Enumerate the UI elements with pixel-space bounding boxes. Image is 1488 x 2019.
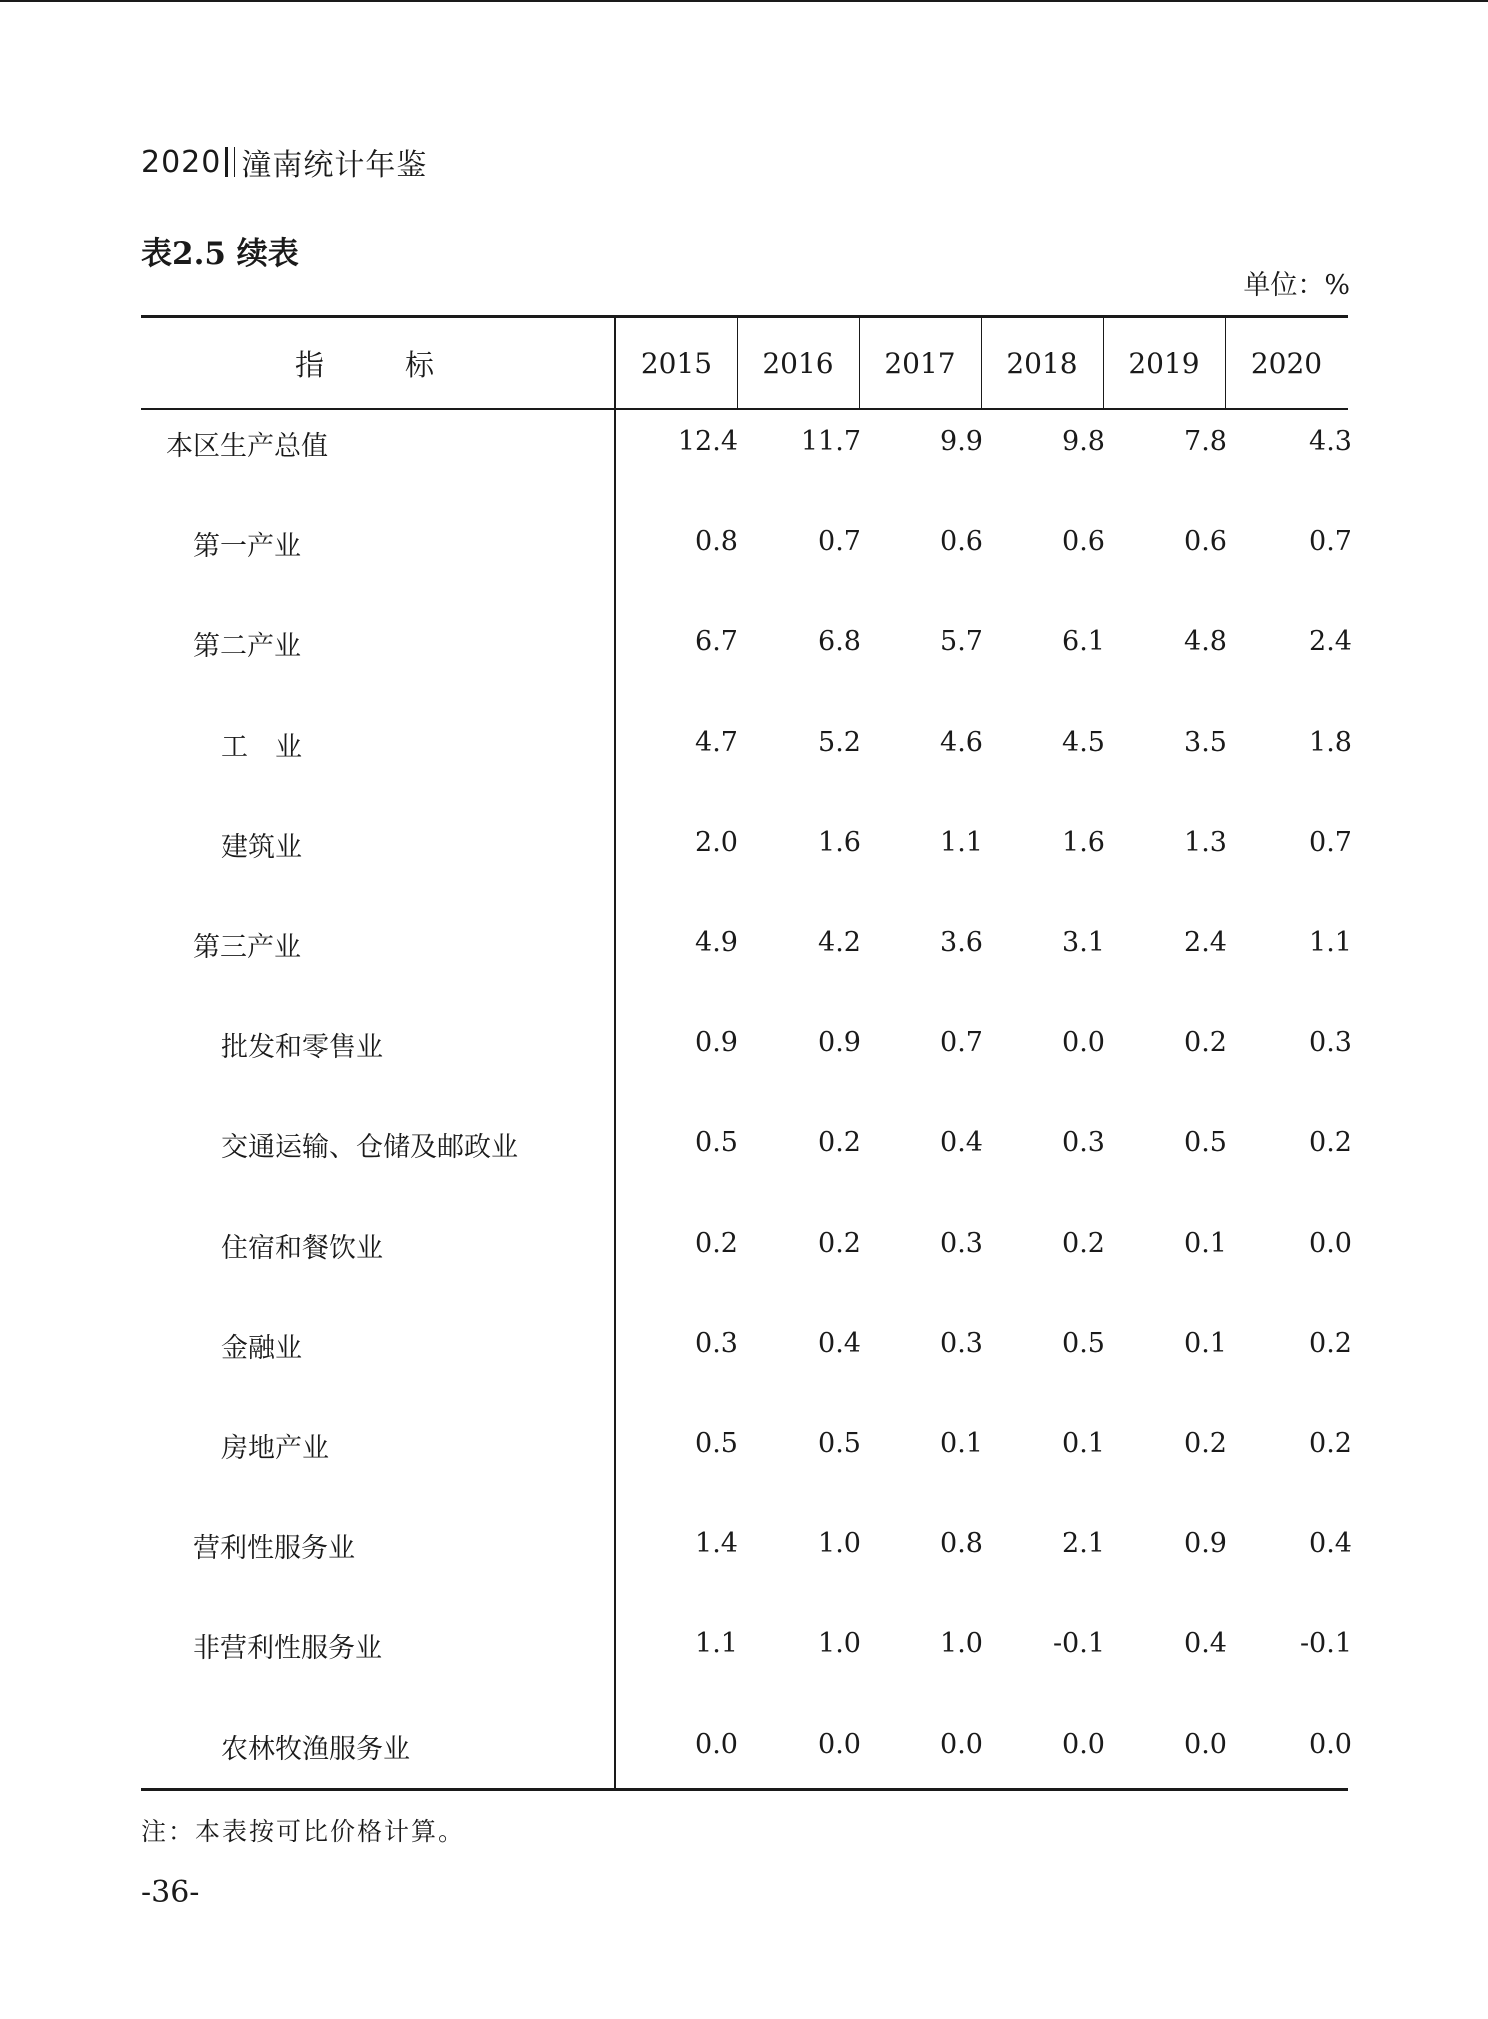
table-cell: 6.1 [1062, 626, 1105, 657]
row-label: 第一产业 [193, 531, 301, 562]
table-cell: 4.8 [1184, 626, 1227, 657]
header-column-separator [737, 318, 738, 408]
table-cell: 0.2 [818, 1127, 861, 1158]
table-cell: -0.1 [1299, 1628, 1352, 1659]
table-cell: 0.9 [818, 1027, 861, 1058]
row-label: 营利性服务业 [193, 1533, 355, 1564]
table-cell: 0.3 [695, 1328, 738, 1359]
table-cell: 1.8 [1309, 727, 1352, 758]
unit-label: 单位：% [1243, 270, 1350, 301]
row-label: 住宿和餐饮业 [221, 1233, 383, 1264]
table-cell: 1.0 [818, 1528, 861, 1559]
header-column-separator [1225, 318, 1226, 408]
table-note: 注：本表按可比价格计算。 [141, 1817, 466, 1846]
row-label: 金融业 [221, 1333, 302, 1364]
row-label: 工 业 [221, 732, 302, 763]
table-cell: 0.5 [695, 1428, 738, 1459]
table-cell: 0.0 [940, 1729, 983, 1760]
table-cell: 0.2 [1184, 1027, 1227, 1058]
table-cell: 0.8 [695, 526, 738, 557]
table-cell: 0.9 [1184, 1528, 1227, 1559]
table-cell: 0.0 [1062, 1729, 1105, 1760]
top-border [0, 0, 1488, 2]
table-cell: 0.4 [1184, 1628, 1227, 1659]
table-cell: 0.0 [695, 1729, 738, 1760]
table-cell: 0.1 [1184, 1328, 1227, 1359]
table-cell: 0.4 [940, 1127, 983, 1158]
row-label: 第三产业 [193, 932, 301, 963]
table-cell: 0.2 [1309, 1428, 1352, 1459]
table-cell: 1.1 [1309, 927, 1352, 958]
table-cell: 0.4 [1309, 1528, 1352, 1559]
table-cell: 0.7 [1309, 526, 1352, 557]
year-header-2018: 2018 [1006, 346, 1078, 380]
table-cell: 0.6 [940, 526, 983, 557]
header-column-separator [981, 318, 982, 408]
row-label: 交通运输、仓储及邮政业 [221, 1132, 518, 1163]
table-cell: 6.8 [818, 626, 861, 657]
row-label: 建筑业 [221, 832, 302, 863]
table-cell: 0.5 [1184, 1127, 1227, 1158]
table-cell: 4.2 [818, 927, 861, 958]
table-cell: 1.1 [695, 1628, 738, 1659]
table-title: 表2.5 续表 [141, 236, 299, 272]
table-cell: 0.5 [1062, 1328, 1105, 1359]
header-column-separator [1103, 318, 1104, 408]
year-header-2016: 2016 [762, 346, 834, 380]
table-cell: 4.5 [1062, 727, 1105, 758]
table-cell: 1.6 [818, 827, 861, 858]
table-cell: 4.3 [1309, 426, 1352, 457]
year-header-2019: 2019 [1128, 346, 1200, 380]
table-cell: 0.7 [818, 526, 861, 557]
table-cell: 0.7 [1309, 827, 1352, 858]
table-cell: 5.2 [818, 727, 861, 758]
table-cell: 0.3 [1309, 1027, 1352, 1058]
table-cell: 4.9 [695, 927, 738, 958]
table-bottom-rule [141, 1788, 1348, 1791]
table-cell: -0.1 [1052, 1628, 1105, 1659]
table-cell: 1.0 [818, 1628, 861, 1659]
page-number: -36- [141, 1875, 200, 1910]
table-cell: 3.1 [1062, 927, 1105, 958]
table-cell: 0.6 [1184, 526, 1227, 557]
table-cell: 1.4 [695, 1528, 738, 1559]
year-header-2017: 2017 [884, 346, 956, 380]
table-cell: 2.4 [1309, 626, 1352, 657]
table-cell: 0.2 [695, 1228, 738, 1259]
table-cell: 9.9 [940, 426, 983, 457]
table-cell: 0.9 [695, 1027, 738, 1058]
table-cell: 7.8 [1184, 426, 1227, 457]
year-header-2015: 2015 [640, 346, 713, 380]
table-cell: 0.0 [818, 1729, 861, 1760]
table-cell: 0.5 [818, 1428, 861, 1459]
table-cell: 0.2 [1184, 1428, 1227, 1459]
table-cell: 12.4 [677, 426, 738, 457]
table-cell: 0.7 [940, 1027, 983, 1058]
row-label: 批发和零售业 [221, 1032, 383, 1063]
table-cell: 0.3 [940, 1228, 983, 1259]
table-cell: 0.5 [695, 1127, 738, 1158]
table-cell: 0.2 [1309, 1328, 1352, 1359]
table-cell: 0.4 [818, 1328, 861, 1359]
table-cell: 3.6 [940, 927, 983, 958]
table-cell: 0.2 [818, 1228, 861, 1259]
table-cell: 11.7 [800, 426, 861, 457]
table-cell: 1.1 [940, 827, 983, 858]
table-cell: 0.6 [1062, 526, 1105, 557]
row-label: 本区生产总值 [166, 431, 328, 462]
table-cell: 5.7 [940, 626, 983, 657]
table-cell: 0.2 [1062, 1228, 1105, 1259]
table-cell: 0.3 [940, 1328, 983, 1359]
table-cell: 4.7 [695, 727, 738, 758]
table-cell: 9.8 [1062, 426, 1105, 457]
table-cell: 0.1 [1062, 1428, 1105, 1459]
table-cell: 3.5 [1184, 727, 1227, 758]
row-label: 第二产业 [193, 631, 301, 662]
table-cell: 1.0 [940, 1628, 983, 1659]
table-cell: 0.8 [940, 1528, 983, 1559]
table-cell: 0.2 [1309, 1127, 1352, 1158]
header-year: 2020 [141, 144, 222, 180]
row-label: 农林牧渔服务业 [221, 1734, 410, 1765]
table-cell: 1.3 [1184, 827, 1227, 858]
header-book-title: 潼南统计年鉴 [241, 148, 428, 183]
table-cell: 0.0 [1062, 1027, 1105, 1058]
table-cell: 0.0 [1309, 1729, 1352, 1760]
header-divider [225, 147, 235, 177]
table-cell: 0.1 [940, 1428, 983, 1459]
table-cell: 0.0 [1184, 1729, 1227, 1760]
row-label: 房地产业 [221, 1433, 329, 1464]
indicator-column-header: 指 标 [294, 347, 460, 382]
table-header-rule [141, 408, 1348, 410]
table-cell: 0.1 [1184, 1228, 1227, 1259]
table-cell: 4.6 [940, 727, 983, 758]
table-cell: 2.0 [695, 827, 738, 858]
header-column-separator [859, 318, 860, 408]
row-label: 非营利性服务业 [193, 1633, 382, 1664]
table-cell: 0.3 [1062, 1127, 1105, 1158]
table-cell: 6.7 [695, 626, 738, 657]
table-cell: 2.1 [1062, 1528, 1105, 1559]
indicator-column-divider [614, 315, 616, 1791]
table-cell: 2.4 [1184, 927, 1227, 958]
table-cell: 1.6 [1062, 827, 1105, 858]
year-header-2020: 2020 [1250, 346, 1323, 380]
running-header [141, 140, 427, 184]
table-cell: 0.0 [1309, 1228, 1352, 1259]
